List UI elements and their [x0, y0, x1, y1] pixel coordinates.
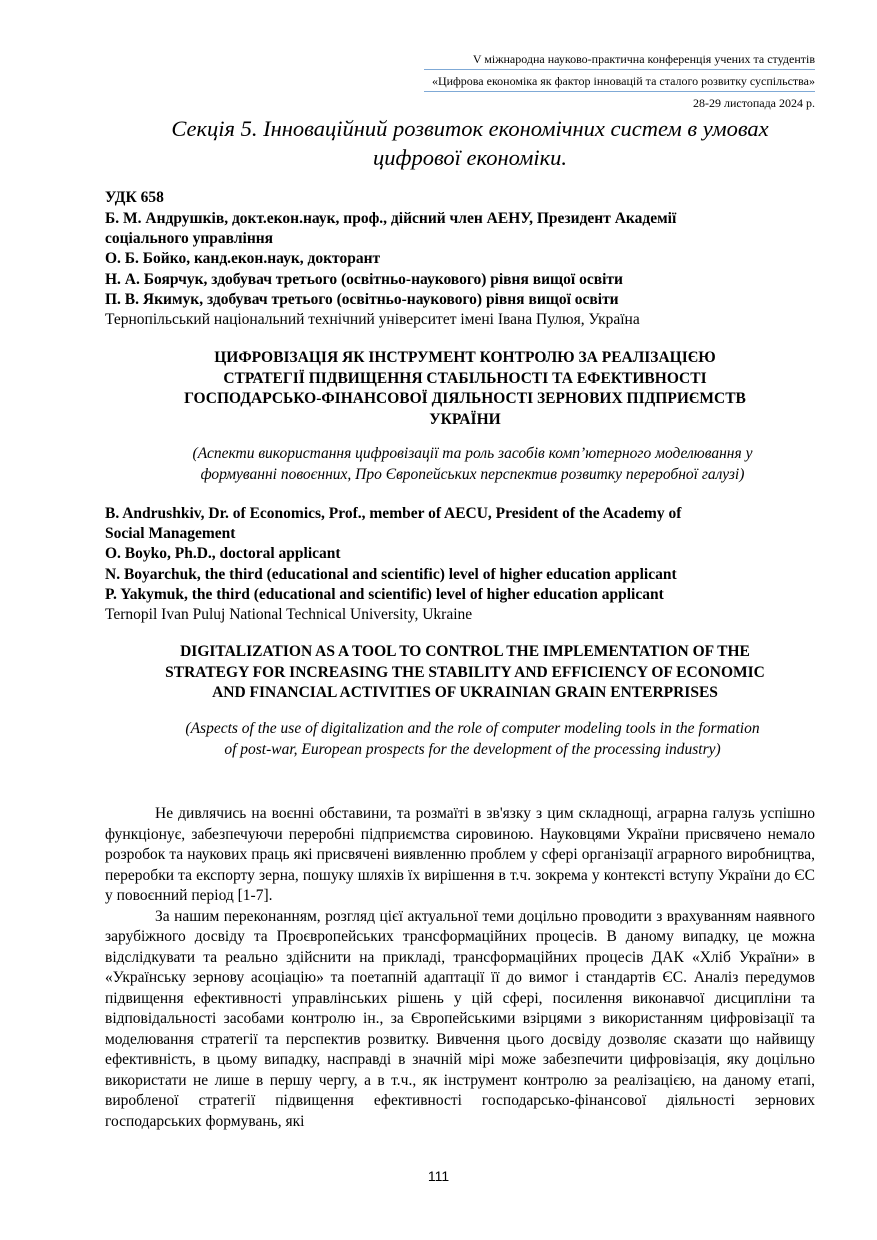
conference-dates: 28-29 листопада 2024 р. — [693, 96, 815, 110]
subtitle-uk-line: (Аспекти використання цифровізації та роль засобів комп’ютерного моделювання у — [192, 445, 753, 462]
author-en-line: N. Boyarchuk, the third (educational and scientific) level of higher education applicant — [105, 566, 677, 583]
body-paragraph: За нашим переконанням, розгляд цієї актуальної теми доцільно проводити з врахуванням наявного зарубіжного досвіду та Проєвропейських трансформаційних процесів. В даному випадку, це можна відслідкувати та реально здійснити на прикладі, трансформаційних процесів ДАК «Хліб України» в «Українську зернову асоціацію» та поетапній адаптації її до вимог і стандартів ЄС. Аналіз передумов підвищення ефективності управлінських рішень у цій сфері, посилення виконавчої дисципліни та відповідальності засобами контролю ін., за Європейськими взірцями з використанням цифровізації та моделювання стратегії та перспектив розвитку. Вивчення цього досвіду дозволяє сказати що найвищу ефективність, в цьому випадку, насправді в значній мірі може забезпечити цифровізація, яку доцільно використати не лише в першу чергу, а в т.ч., як інструмент контролю за реалізацією, на даному етапі, виробленої стратегії підвищення ефективності господарсько-фінансової діяльності зернових господарських формувань, які — [105, 907, 815, 1130]
subtitle-en — [120, 719, 825, 760]
title-uk-line: ЦИФРОВІЗАЦІЯ ЯК ІНСТРУМЕНТ КОНТРОЛЮ ЗА РЕАЛІЗАЦІЄЮ — [214, 349, 716, 366]
title-uk-line: СТРАТЕГІЇ ПІДВИЩЕННЯ СТАБІЛЬНОСТІ ТА ЕФЕКТИВНОСТІ — [223, 369, 707, 387]
subtitle-en-line: (Aspects of the use of digitalization and the role of computer modeling tools in the formation — [185, 720, 760, 737]
title-uk-line: УКРАЇНИ — [429, 410, 501, 428]
title-en-line: STRATEGY FOR INCREASING THE STABILITY AND EFFICIENCY OF ECONOMIC — [165, 663, 765, 681]
affiliation-en: Ternopil Ivan Puluj National Technical University, Ukraine — [105, 606, 473, 623]
author-uk-line: П. В. Якимук, здобувач третього (освітньо-наукового) рівня вищої освіти — [105, 291, 619, 308]
conference-name: V міжнародна науково-практична конференція учених та студентів — [472, 52, 815, 66]
udc-code: УДК 658 — [105, 189, 164, 206]
section-title-line: цифрової економіки. — [372, 145, 568, 170]
author-en-line: P. Yakymuk, the third (educational and scientific) level of higher education applicant — [105, 586, 664, 603]
subtitle-en-line: of post-war, European prospects for the development of the processing industry) — [224, 740, 721, 758]
author-uk-line: Н. А. Боярчук, здобувач третього (освітньо-наукового) рівня вищої освіти — [105, 271, 623, 288]
subtitle-uk — [120, 444, 825, 485]
title-uk — [115, 348, 815, 430]
author-en-line: B. Andrushkiv, Dr. of Economics, Prof., member of AECU, President of the Academy of — [105, 505, 682, 522]
title-en-line: DIGITALIZATION AS A TOOL TO CONTROL THE IMPLEMENTATION OF THE — [180, 643, 750, 660]
section-title — [120, 114, 820, 172]
author-en-line: Social Management — [105, 525, 236, 542]
header-rule-1 — [424, 69, 815, 70]
author-uk-line: соціального управління — [105, 230, 274, 247]
conference-theme: «Цифрова економіка як фактор інновацій та сталого розвитку суспільства» — [431, 74, 815, 88]
subtitle-uk-line: формуванні повоєнних, Про Європейських перспектив розвитку переробної галузі) — [200, 465, 745, 483]
title-uk-line: ГОСПОДАРСЬКО-ФІНАНСОВОЇ ДІЯЛЬНОСТІ ЗЕРНОВИХ ПІДПРИЄМСТВ — [184, 390, 746, 407]
author-en-line: O. Boyko, Ph.D., doctoral applicant — [105, 545, 341, 562]
body-paragraph: Не дивлячись на воєнні обставини, та розмаїті в зв'язку з цим складнощі, аграрна галузь успішно функціонує, забезпечуючи переробні підприємства сировиною. Науковцями України присвячено немало розробок та наукових праць які присвячені виявленню проблем у сфері організації аграрного виробництва, переробки та експорту зерна, пошуку шляхів їх вирішення в т.ч. зокрема у контексті вступу України до ЄС у повоєнний період [1-7]. — [105, 805, 815, 904]
section-title-line: Секція 5. Інноваційний розвиток економічних систем в умовах — [171, 116, 769, 141]
title-en — [115, 642, 815, 704]
author-uk-line: Б. М. Андрушків, докт.екон.наук, проф., дійсний член АЕНУ, Президент Академії — [105, 210, 677, 227]
page-number: 111 — [427, 1168, 450, 1184]
author-uk-line: О. Б. Бойко, канд.екон.наук, докторант — [105, 250, 381, 267]
title-en-line: AND FINANCIAL ACTIVITIES OF UKRAINIAN GRAIN ENTERPRISES — [212, 684, 718, 701]
body-text — [105, 804, 815, 1132]
header-rule-2 — [424, 91, 815, 92]
affiliation-uk: Тернопільський національний технічний університет імені Івана Пулюя, Україна — [105, 311, 640, 328]
